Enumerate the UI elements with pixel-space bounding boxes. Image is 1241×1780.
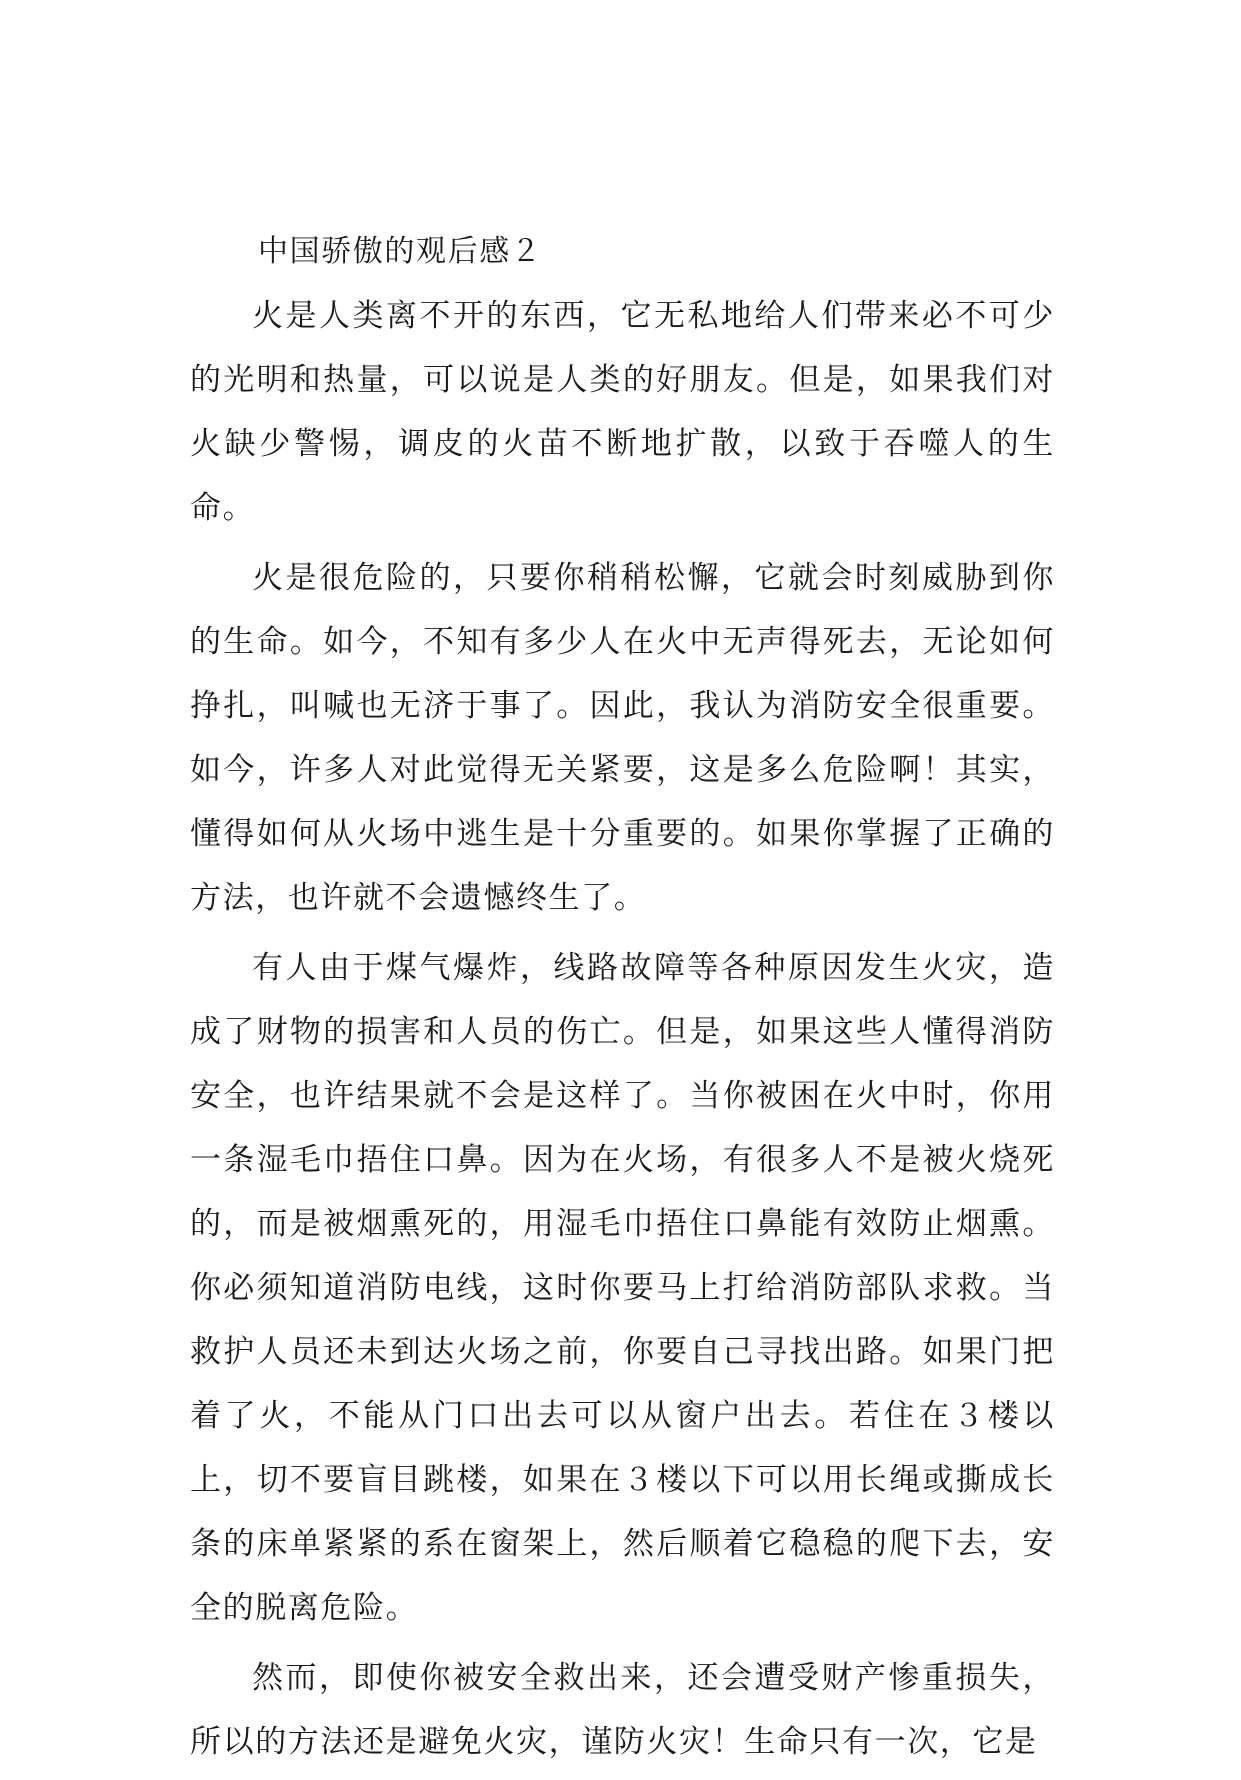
document-title: 中国骄傲的观后感２ (258, 234, 543, 269)
paragraph-1: 火是人类离不开的东西，它无私地给人们带来必不可少的光明和热量，可以说是人类的好朋友。但是，如果我们对火缺少警惕，调皮的火苗不断地扩散，以致于吞噬人的生命。 (190, 298, 1055, 526)
paragraph-4: 然而，即使你被安全救出来，还会遭受财产惨重损失，所以的方法还是避免火灾，谨防火灾！生命只有一次，它是 (190, 1660, 1055, 1760)
paragraph-3: 有人由于煤气爆炸，线路故障等各种原因发生火灾，造成了财物的损害和人员的伤亡。但是，如果这些人懂得消防安全，也许结果就不会是这样了。当你被困在火中时，你用一条湿毛巾捂住口鼻。因为在火场，有很多人不是被火烧死的，而是被烟熏死的，用湿毛巾捂住口鼻能有效防止烟熏。你必须知道消防电线，这时你要马上打给消防部队求救。当救护人员还未到达火场之前，你要自己寻找出路。如果门把着了火，不能从门口出去可以从窗户出去。若住在３楼以上，切不要盲目跳楼，如果在３楼以下可以用长绳或撕成长条的床单紧紧的系在窗架上，然后顺着它稳稳的爬下去，安全的脱离危险。 (190, 950, 1055, 1626)
document-body (190, 226, 1055, 1780)
paragraph-2: 火是很危险的，只要你稍稍松懈，它就会时刻威胁到你的生命。如今，不知有多少人在火中无声得死去，无论如何挣扎，叫喊也无济于事了。因此，我认为消防安全很重要。如今，许多人对此觉得无关紧要，这是多么危险啊！其实，懂得如何从火场中逃生是十分重要的。如果你掌握了正确的方法，也许就不会遗憾终生了。 (190, 560, 1055, 916)
